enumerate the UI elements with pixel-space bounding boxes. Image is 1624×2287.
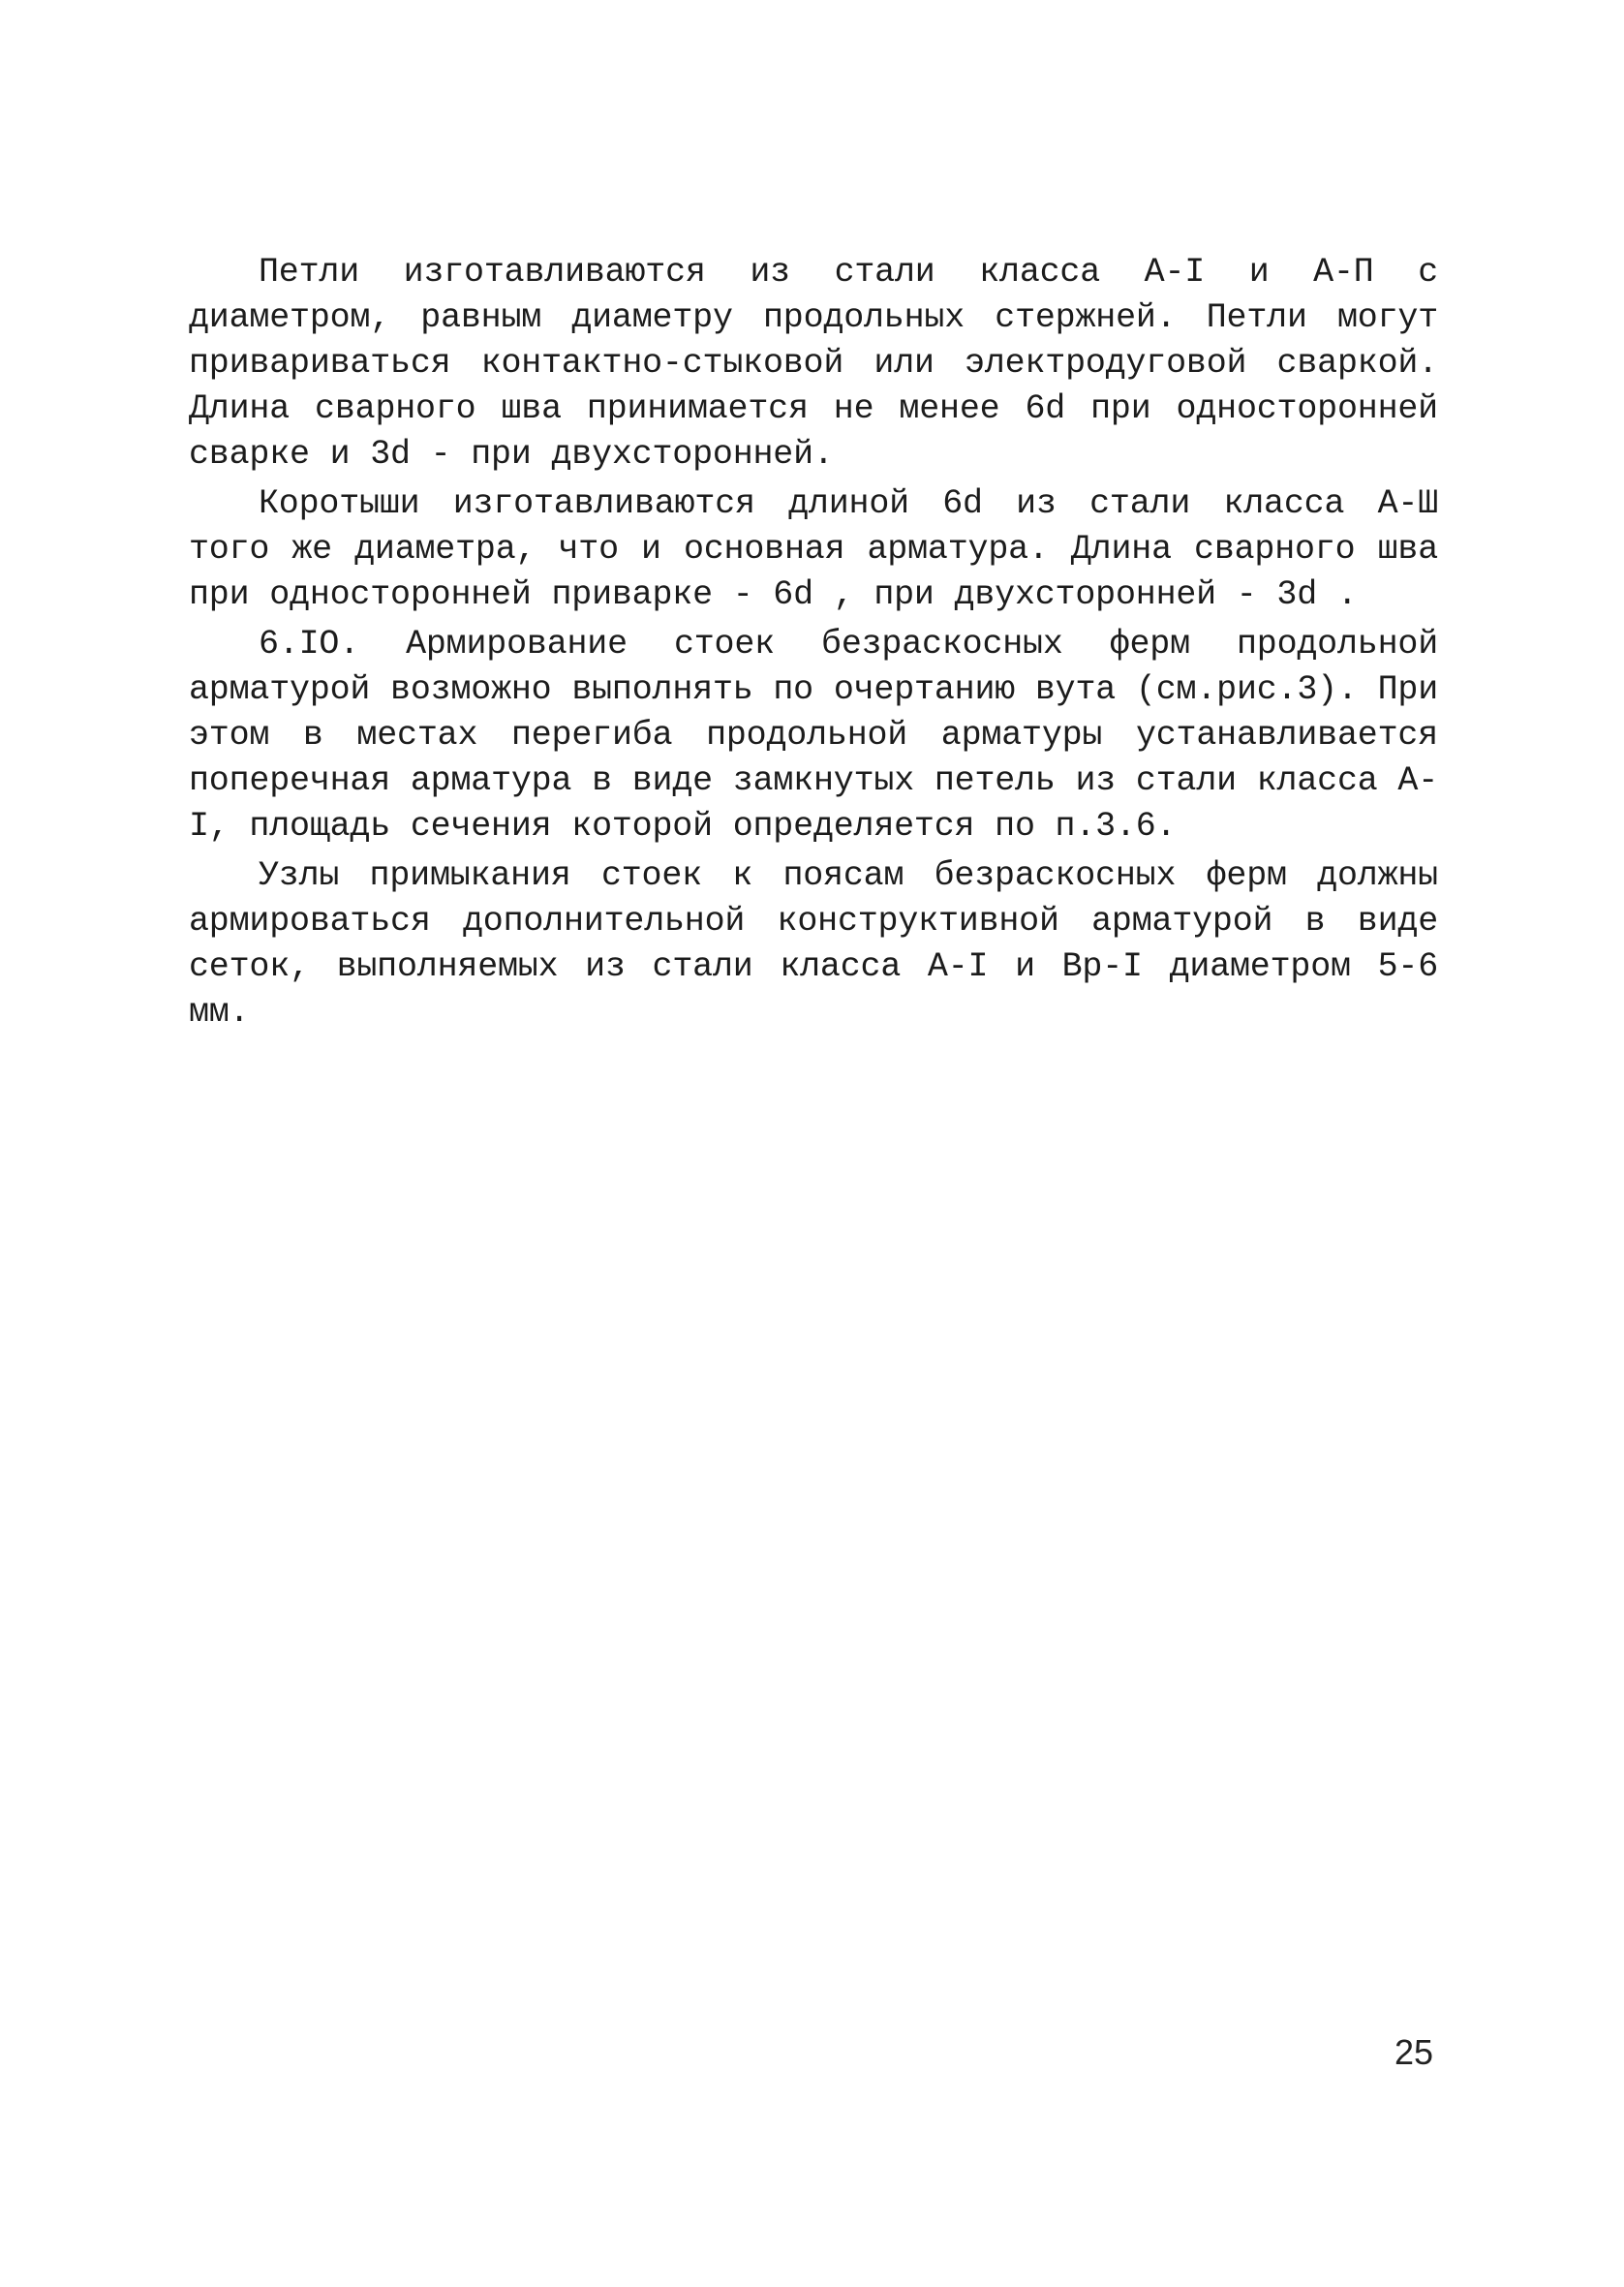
paragraph-loops: Петли изготавливаются из стали класса А-I и А-П с диаметром, равным диаметру продольных стержней. Петли могут привариваться контактно-стыковой или электродуговой сваркой. Длина сварного шва принимается не менее 6d при односторонней сварке и 3d - при двухсторонней. (189, 253, 1438, 474)
page-number: 25 (1394, 2032, 1434, 2072)
paragraph-short-bars: Коротыши изготавливаются длиной 6d из стали класса А-Ш того же диаметра, что и основная арматура. Длина сварного шва при односторонней приварке - 6d , при двухсторонней - 3d . (189, 484, 1438, 614)
paragraph-joints: Узлы примыкания стоек к поясам безраскосных ферм должны армироваться дополнительной конструктивной арматурой в виде сеток, выполняемых из стали класса А-I и Вр-I диаметром 5-6 мм. (189, 856, 1438, 1032)
paragraph-section-6-10: 6.IO. Армирование стоек безраскосных ферм продольной арматурой возможно выполнять по очертанию вута (см.рис.3). При этом в местах перегиба продольной арматуры устанавливается поперечная арматура в виде замкнутых петель из стали класса А-I, площадь сечения которой определяется по п.3.6. (189, 625, 1438, 846)
body-text (189, 250, 1438, 1037)
